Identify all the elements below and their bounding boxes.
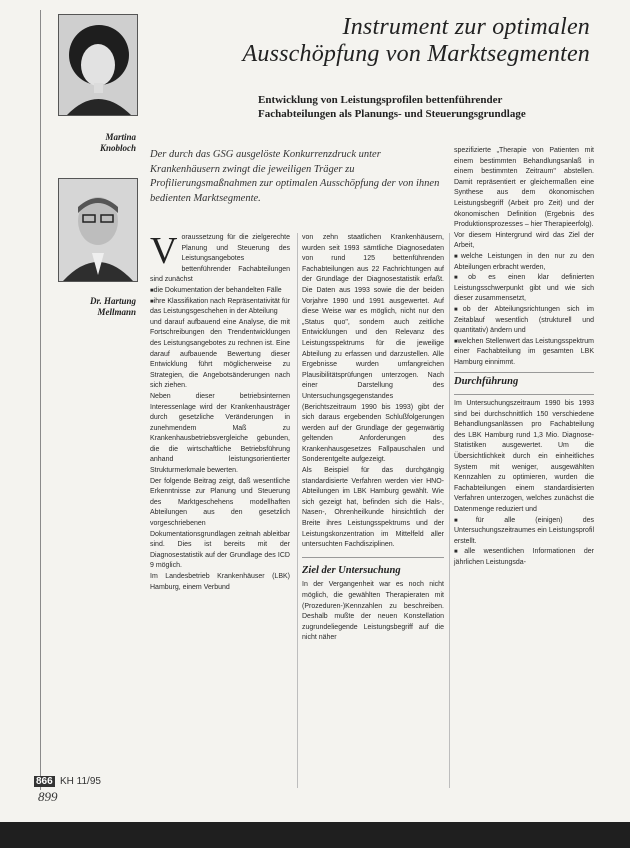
author-caption-knobloch [58, 132, 136, 154]
paragraph: und darauf aufbauend eine Analyse, die mit Fortschreibungen den Trendentwicklungen des Leistungsangebotes zu rechnen ist. Eine darauf aufbauende Bewertung dieser Entwicklung führt möglicherweise zu Strategien, die Angebotsänderungen nach sich ziehen. [150, 318, 290, 390]
page-folio: 866 [36, 776, 53, 787]
text-column-2 [302, 233, 444, 644]
author-first-name: Martina [105, 132, 136, 142]
bullet-item: ■ für alle (einigen) des Untersuchungszeitraumes ein Leistungsprofil erstellt. [454, 516, 594, 548]
paragraph: Vor diesem Hintergrund wird das Ziel der Arbeit, [454, 231, 594, 250]
paragraph: von zehn staatlichen Krankenhäusern, wurden seit 1993 sämtliche Diagnosedaten von rund 125 bettenführenden Fachabteilungen aus 22 Fachrichtungen auf der Grundlage der Diagnosestatistik erfaßt. Die Daten aus 1993 sowie die der beiden Vorjahre 1990 und 1991 ausgewertet. Auf diese Weise war es möglich, nicht nur den „Status quo", sondern auch zeitliche Entwicklungen und den Relevanz des Leistungsspektrums für die jeweilige Abteilung zu erfassen und darzustellen. Alle Ergebnisse wurden umfangreichen Plausibilitätsprüfungen unterzogen. Nach einer Darstellung des Untersuchungsgegenstandes (Berichtszeitraum 1990 bis 1993) gibt der sich daraus ergebenden Schlußfolgerungen werden auf der Grundlage der gegenwärtig geltenden Anforderungen des Krankenhausgesetzes Fallpauschalen und Sonderentgelte aufgezeigt. [302, 234, 444, 464]
article-title-line-2: Ausschöpfung von Marktsegmenten [242, 41, 590, 67]
paragraph: Der folgende Beitrag zeigt, daß wesentliche Erkenntnisse zur Planung und Steuerung des Marktgeschehens modellhaften Abteilungen aus den gesetzlich vorgeschriebenen Dokumentationsgrundlagen zeitnah ableitbar sind. Dies ist bereits mit der Diagnosestatistik auf der Grundlage des ICD 9 möglich. [150, 477, 290, 570]
paragraph: spezifizierte „Therapie von Patienten mit einem bestimmten Behandlungsanlaß in einem bestimmten Zeitraum" abstellen. Damit repräsentiert er gleichermaßen eine Synthese aus dem ökonomischen Leistungsbegriff (Arbeit pro Zeit) und der ökonomischen Definition (Ergebnis des Produktionsprozesses – hier Therapieerfolg). [454, 147, 594, 229]
bullet-item: ■ ob der Abteilungsrichtungen sich im Zeitablauf wesentlich (strukturell und quantitativ) ändern und [454, 305, 594, 337]
author-last-name: Knobloch [99, 143, 136, 153]
article-subtitle-line-1: Entwicklung von Leistungsprofilen bettenführender [258, 94, 503, 106]
section-heading-durchfuehrung: Durchführung [454, 372, 594, 395]
author-caption-mellmann [58, 296, 136, 318]
author-photo-knobloch [58, 14, 138, 116]
bullet-item: ■ alle wesentlichen Informationen der jährlichen Leistungsda- [454, 547, 594, 568]
paragraph [150, 230, 290, 286]
section-heading-ziel: Ziel der Untersuchung [302, 557, 444, 581]
issue-label: KH 11/95 [60, 776, 101, 787]
bullet-item: ■ welche Leistungen in den nur zu den Abteilungen erbracht werden, [454, 252, 594, 273]
bullet-item: ■ ob es einen klar definierten Leistungsschwerpunkt gibt und wie sich dieser zusammensetzt, [454, 273, 594, 305]
paragraph: In der Vergangenheit war es noch nicht möglich, die gewählten Therapieraten mit (Prozeduren-)Kennzahlen zu beschreiben. Deshalb mußte der neuen Konstellation zugrundeliegende Leistungsbegriff auf die nicht näher [302, 581, 444, 642]
scan-dark-border [0, 822, 630, 848]
article-title [150, 14, 590, 68]
bullet-item: ■ welchen Stellenwert das Leistungsspektrum einer Fachabteilung im gesamten LBK Hamburg einnimmt. [454, 337, 594, 369]
article-lead: Der durch das GSG ausgelöste Konkurrenzdruck unter Krankenhäusern zwingt die jeweiligen Träger zu Profilierungsmaßnahmen zur optimalen Ausschöpfung der von ihnen bedienten Marktsegmente. [150, 149, 440, 204]
article-subtitle-line-2: Fachabteilungen als Planungs- und Steuerungsgrundlage [258, 108, 526, 120]
paragraph: Als Beispiel für das durchgängig standardisierte Verfahren werden vier HNO-Abteilungen im LBK Hamburg gewählt. Wie sich gezeigt hat, befinden sich die Hals-, Nasen-, Ohrenheilkunde hinsichtlich der Breite ihres Leistungsspektrums und der Leistungskonzentration im Mittelfeld aller untersuchten Fachdisziplinen. [302, 467, 444, 549]
text-column-3 [454, 146, 594, 569]
author-first-name: Dr. Hartung [89, 296, 136, 306]
column-divider [297, 233, 298, 788]
page-binding-rule [40, 10, 41, 790]
paragraph: Neben dieser betriebsinternen Interessenlage wird der Krankenhausträger durch gesetzliche Veränderungen in zunehmendem Maß zu Krankenhausbetriebsvergleiche gebunden, die die wirtschaftliche Betriebsführung anhand leistungsorientierter Strukturmerkmale bewerten. [150, 392, 290, 475]
column-divider [449, 233, 450, 788]
article-title-line-1: Instrument zur optimalen [342, 14, 590, 40]
paragraph: Im Untersuchungszeitraum 1990 bis 1993 sind bei durchschnittlich 150 verschiedene Behandlungsanlässen pro Fachabteilung des LBK Hamburg rund 1,3 Mio. Diagnose-Statistiken ausgewertet. Um die Übersichtlichkeit durch ein einheitliches System mit weniger, ausgewählten Kennzahlen zu optimieren, wurden die Fachabteilungen einem standardisierten Verfahren unterzogen, welches zunächst die Datenmenge reduziert und [454, 400, 594, 513]
text-column-1 [150, 230, 291, 593]
bullet-item: ■ ihre Klassifikation nach Repräsentativität für das Leistungsgeschehen in der Abteilung [150, 297, 290, 318]
handwritten-page-number: 899 [38, 789, 58, 804]
author-photo-mellmann [58, 178, 138, 282]
paragraph-text: oraussetzung für die zielgerechte Planung und Steuerung des Leistungsangebotes bettenführender Fachabteilungen sind zunächst [150, 234, 290, 284]
bullet-item: ■ die Dokumentation der behandelten Fälle [150, 286, 290, 297]
article-subtitle [258, 93, 558, 121]
drop-cap: V [150, 230, 178, 272]
author-last-name: Mellmann [97, 307, 136, 317]
paragraph: Im Landesbetrieb Krankenhäuser (LBK) Hamburg, einem Verbund [150, 573, 290, 591]
